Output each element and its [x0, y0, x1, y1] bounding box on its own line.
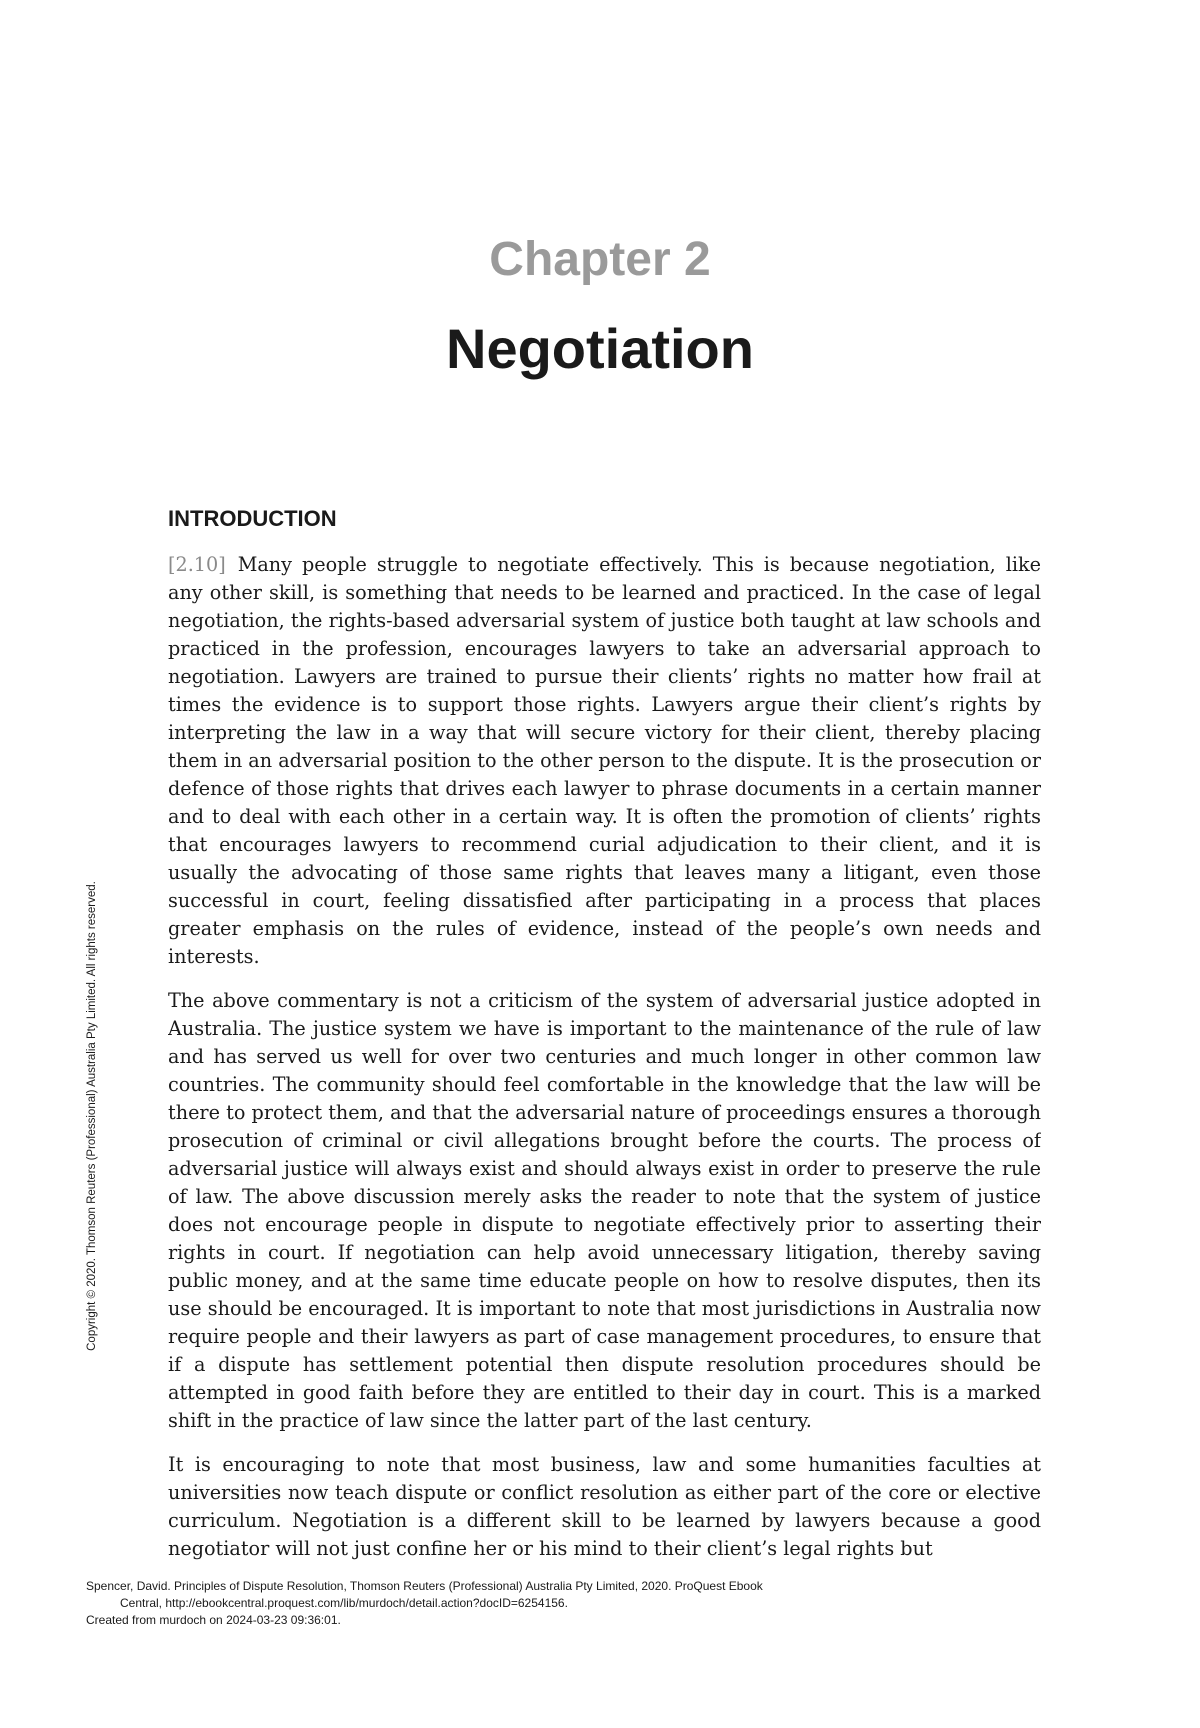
- chapter-title: Negotiation: [446, 317, 754, 380]
- paragraph-2: The above commentary is not a criticism of the system of adversarial justice adopted in Australia. The justice system we have is important to the maintenance of the rule of law and has served us well for over two centuries and much longer in other common law countries. The community should feel comfortable in the knowledge that the law will be there to protect them, and that the adversarial nature of proceedings ensures a thorough prosecution of criminal or civil allegations brought before the courts. The process of adversarial justice will always exist and should always exist in order to preserve the rule of law. The above discussion merely asks the reader to note that the system of justice does not encourage people in dispute to negotiate effectively prior to asserting their rights in court. If negotiation can help avoid unnecessary litigation, thereby saving public money, and at the same time educate people on how to resolve disputes, then its use should be encouraged. It is important to note that most jurisdictions in Australia now require people and their lawyers as part of case management procedures, to ensure that if a dispute has settlement potential then dispute resolution procedures should be attempted in good faith before they are entitled to their day in court. This is a marked shift in the practice of law since the latter part of the last century.: [168, 989, 1041, 1432]
- footer-line-1: Spencer, David. Principles of Dispute Resolution, Thomson Reuters (Professional) Australia Pty Limited, 2020. ProQuest Ebook: [86, 1579, 763, 1593]
- body-text: [168, 551, 1041, 1585]
- copyright-notice: Copyright © 2020. Thomson Reuters (Professional) Australia Pty Limited. All rights reserved.: [86, 881, 98, 1351]
- paragraph-1-text: Many people struggle to negotiate effectively. This is because negotiation, like any other skill, is something that needs to be learned and practiced. In the case of legal negotiation, the rights-based adversarial system of justice both taught at law schools and practiced in the profession, encourages lawyers to take an adversarial approach to negotiation. Lawyers are trained to pursue their clients’ rights no matter how frail at times the evidence is to support those rights. Lawyers argue their client’s rights by interpreting the law in a way that will secure victory for their client, thereby placing them in an adversarial position to the other person to the dispute. It is the prosecution or defence of those rights that drives each lawyer to phrase documents in a certain manner and to deal with each other in a certain way. It is often the promotion of clients’ rights that encourages lawyers to recommend curial adjudication to their client, and it is usually the advocating of those same rights that leaves many a litigant, even those successful in court, feeling dissatisfied after participating in a process that places greater emphasis on the rules of evidence, instead of the people’s own needs and interests.: [168, 553, 1041, 968]
- chapter-label: Chapter 2: [489, 233, 711, 286]
- footer-line-2: Central, http://ebookcentral.proquest.com/lib/murdoch/detail.action?docID=6254156.: [120, 1596, 568, 1610]
- paragraph-number: [2.10]: [168, 553, 226, 576]
- paragraph-3: It is encouraging to note that most business, law and some humanities faculties at universities now teach dispute or conflict resolution as either part of the core or elective curriculum. Negotiation is a different skill to be learned by lawyers because a good negotiator will not just confine her or his mind to their client’s legal rights but: [168, 1453, 1041, 1560]
- footer-line-3: Created from murdoch on 2024-03-23 09:36:01.: [86, 1613, 341, 1627]
- citation-footer: [86, 1578, 986, 1629]
- paragraph-1: [168, 551, 1041, 971]
- section-heading: INTRODUCTION: [168, 506, 337, 531]
